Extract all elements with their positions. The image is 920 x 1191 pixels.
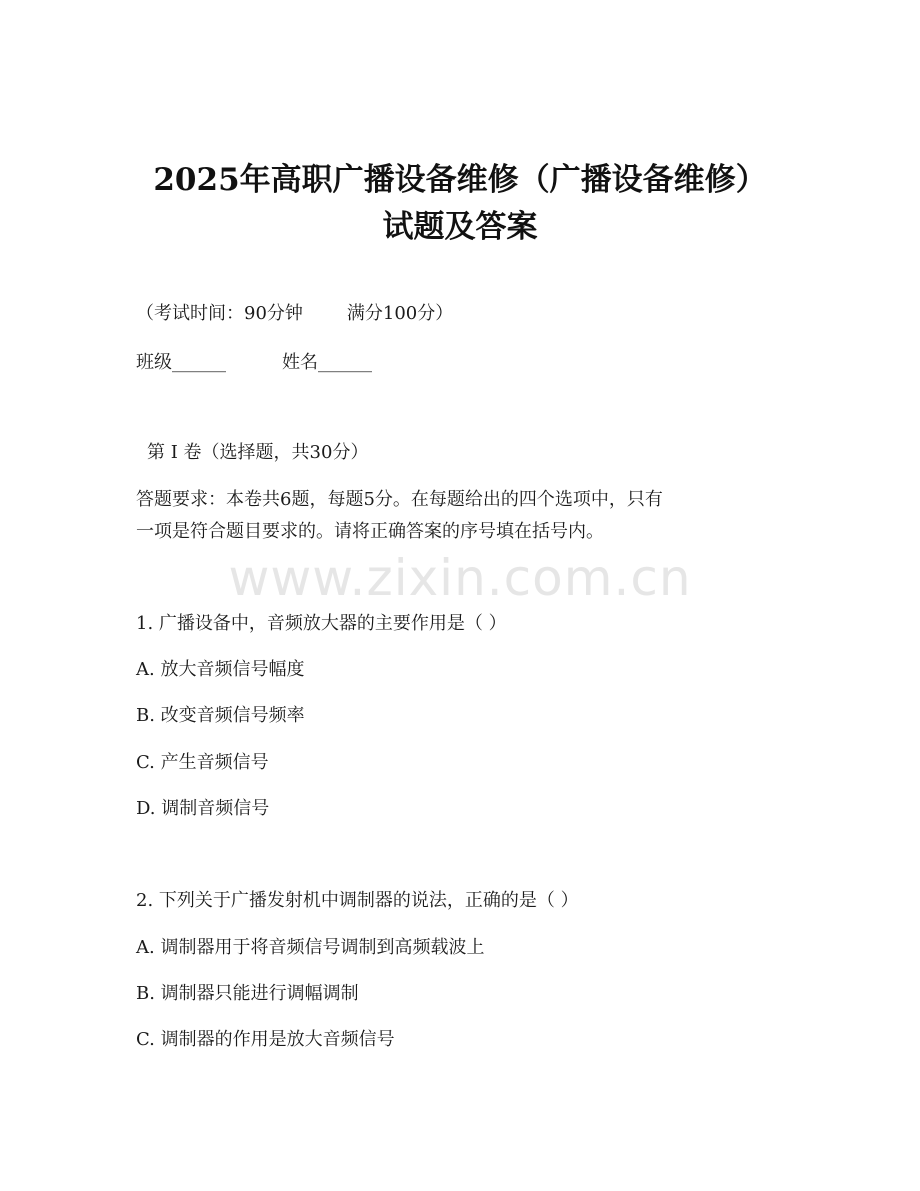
- exam-score: 满分100分）: [346, 303, 454, 324]
- question-option: A. 放大音频信号幅度: [136, 659, 305, 680]
- section-heading: 第 I 卷（选择题，共30分）: [147, 442, 369, 463]
- exam-time: （考试时间：90分钟: [136, 303, 303, 324]
- question-option: B. 改变音频信号频率: [136, 705, 305, 726]
- question-option: C. 调制器的作用是放大音频信号: [136, 1029, 395, 1050]
- instructions-line-2: 一项是符合题目要求的。请将正确答案的序号填在括号内。: [136, 521, 604, 542]
- class-field: 班级______: [136, 352, 226, 373]
- question-option: B. 调制器只能进行调幅调制: [136, 983, 359, 1004]
- name-field: 姓名______: [282, 352, 372, 373]
- exam-info: [136, 302, 453, 326]
- question-option: C. 产生音频信号: [136, 752, 269, 773]
- student-fields: [136, 351, 372, 375]
- document-title-line-2: 试题及答案: [382, 209, 538, 245]
- question-stem: 1. 广播设备中，音频放大器的主要作用是（ ）: [136, 613, 507, 634]
- instructions-line-1: 答题要求：本卷共6题，每题5分。在每题给出的四个选项中，只有: [136, 489, 663, 510]
- question-stem: 2. 下列关于广播发射机中调制器的说法，正确的是（ ）: [136, 890, 579, 911]
- question-option: A. 调制器用于将音频信号调制到高频载波上: [136, 937, 485, 958]
- question-option: D. 调制音频信号: [136, 798, 270, 819]
- watermark: www.zixin.com.cn: [228, 549, 692, 607]
- document-title-line-1: 2025年高职广播设备维修（广播设备维修）: [153, 162, 767, 198]
